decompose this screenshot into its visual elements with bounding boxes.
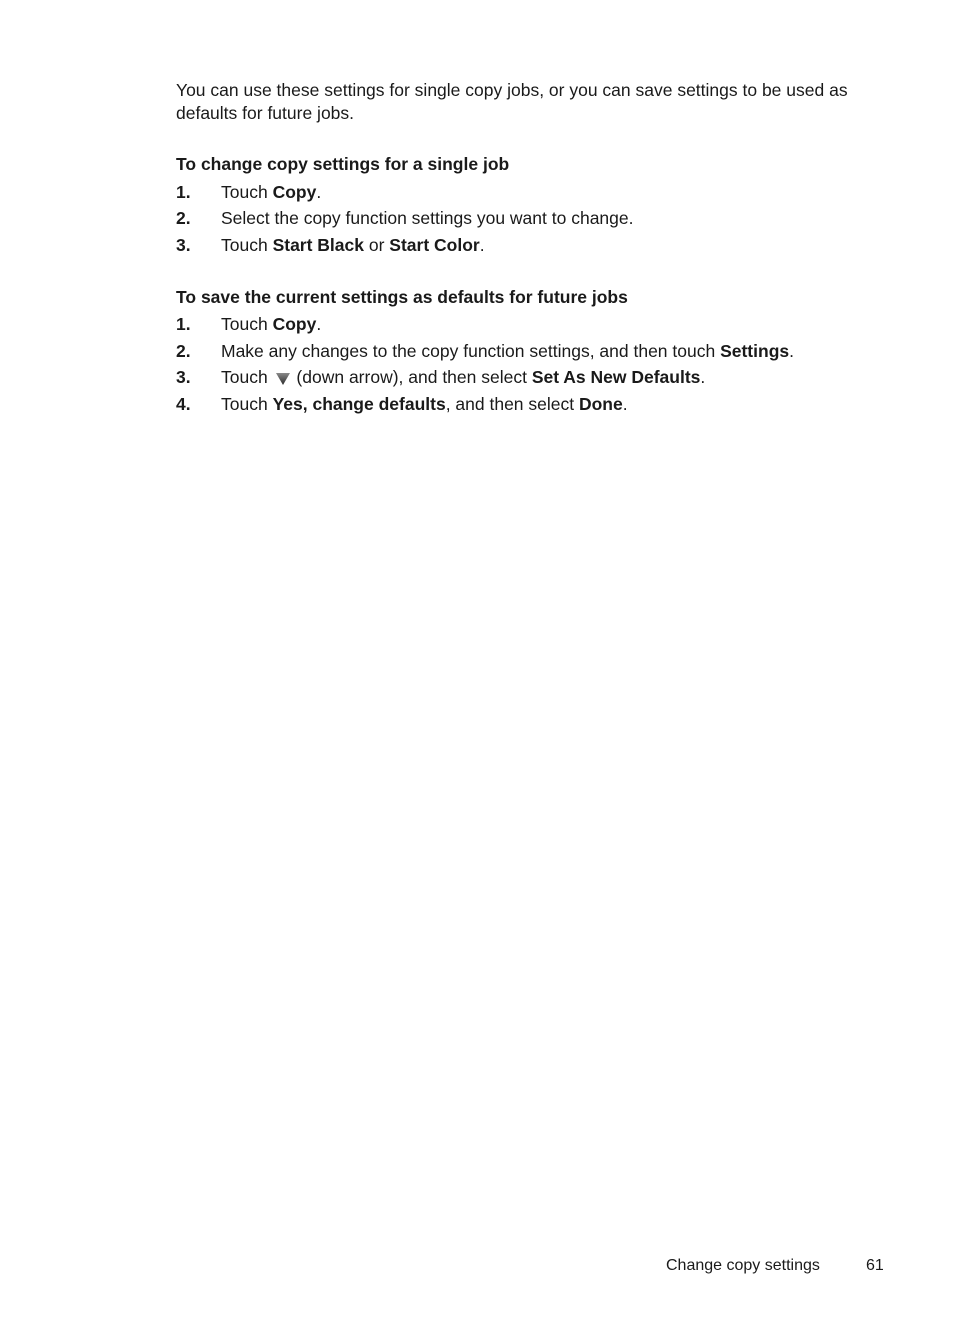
step-number: 3.: [176, 367, 191, 388]
list-item: [176, 206, 886, 233]
section-heading-single-job: To change copy settings for a single job: [176, 154, 510, 174]
step-text: Touch Start Black or Start Color.: [221, 234, 485, 255]
steps-list-single-job: [176, 179, 886, 259]
step-text: Touch Copy.: [221, 181, 322, 202]
step-number: 1.: [176, 314, 191, 335]
step-number: 2.: [176, 340, 191, 361]
steps-list-save-defaults: [176, 312, 886, 418]
list-item: [176, 338, 886, 365]
list-item: [176, 391, 886, 418]
step-number: 4.: [176, 393, 191, 414]
footer-title: Change copy settings: [666, 1257, 820, 1274]
page-footer: [0, 1255, 954, 1279]
list-item: [176, 179, 886, 206]
down-arrow-icon: [275, 370, 291, 386]
intro-paragraph: You can use these settings for single copy jobs, or you can save settings to be used as defaults for future jobs.: [176, 80, 848, 123]
step-text: Touch (down arrow), and then select Set As New Defaults.: [221, 367, 706, 388]
section-heading-save-defaults: To save the current settings as defaults for future jobs: [176, 286, 628, 307]
page-number: 61: [866, 1257, 884, 1274]
list-item: [176, 312, 886, 339]
list-item: [176, 365, 886, 392]
step-text: Touch Copy.: [221, 314, 322, 335]
page-content: [176, 79, 886, 418]
step-text: Touch Yes, change defaults, and then select Done.: [221, 393, 628, 414]
step-number: 3.: [176, 234, 191, 255]
list-item: [176, 232, 886, 259]
step-text: Select the copy function settings you want to change.: [221, 208, 634, 229]
step-text: Make any changes to the copy function settings, and then touch Settings.: [221, 340, 794, 361]
step-number: 1.: [176, 181, 191, 202]
step-number: 2.: [176, 208, 191, 229]
